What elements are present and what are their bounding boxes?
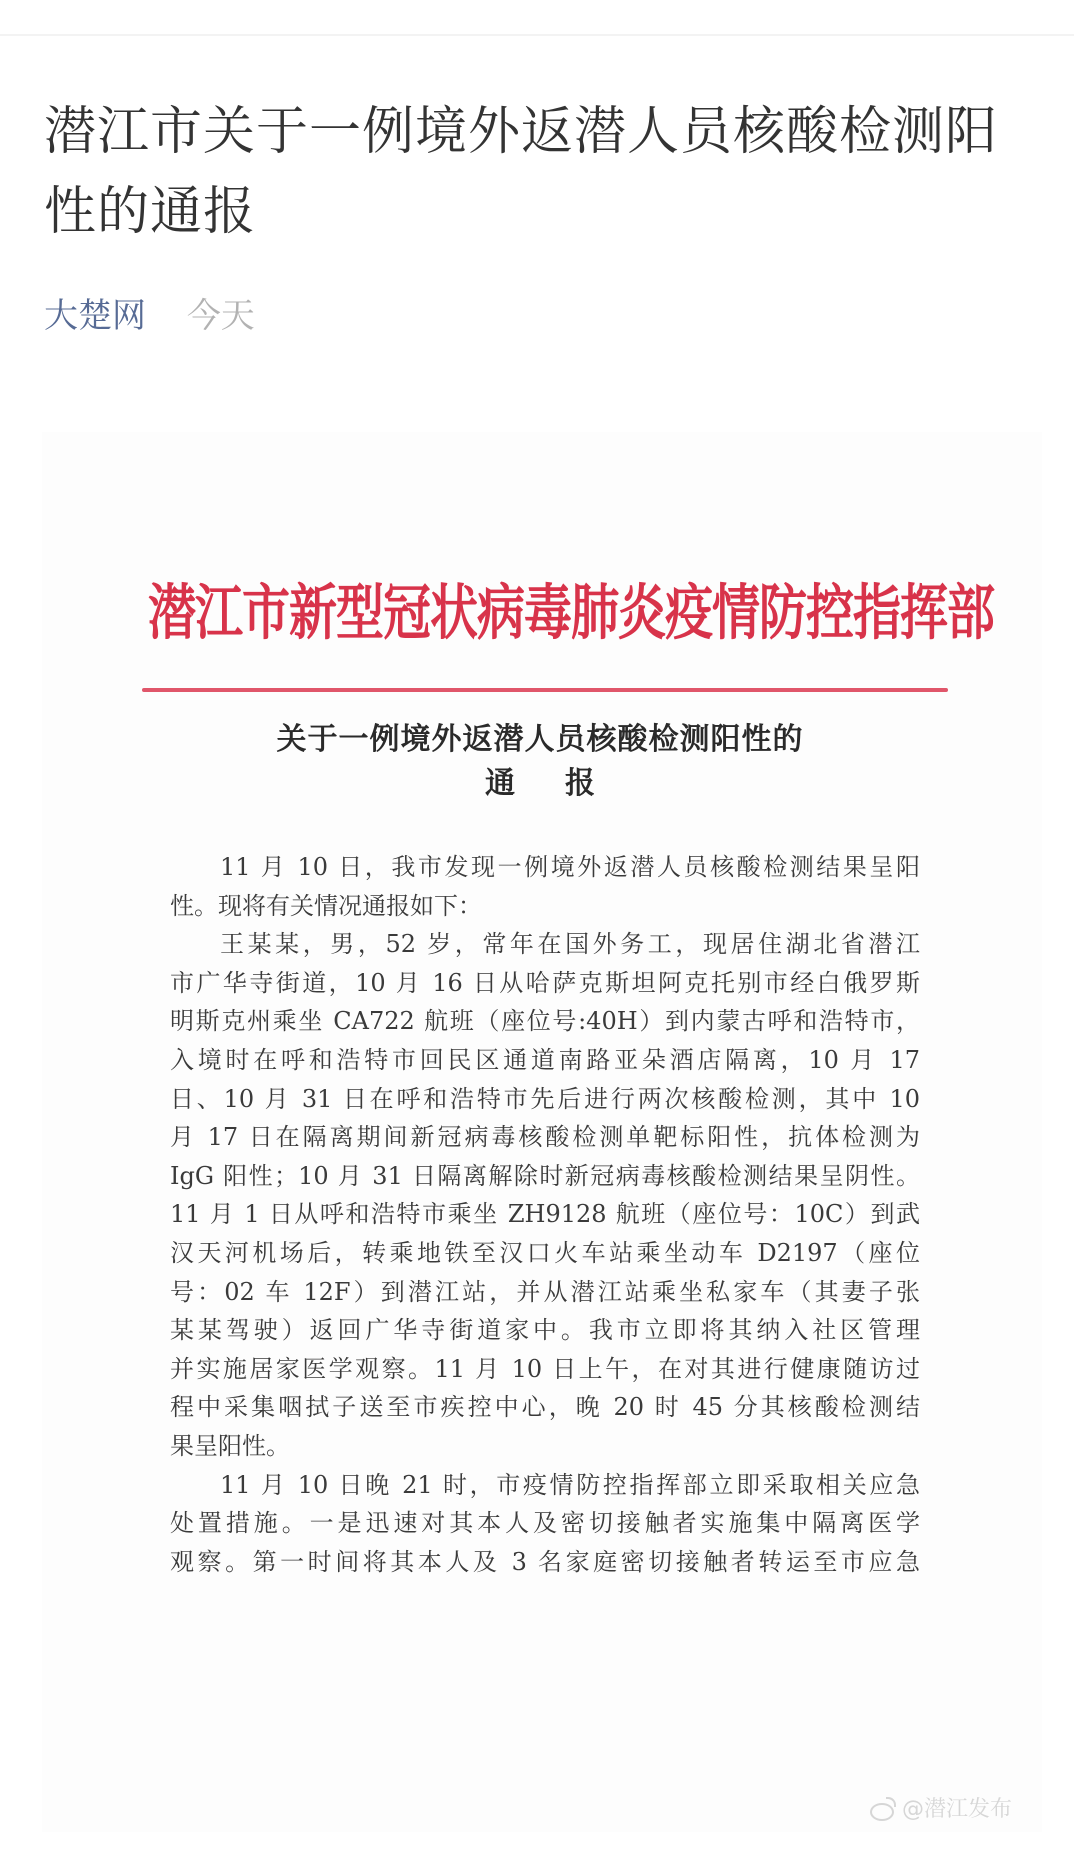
article-title: 潜江市关于一例境外返潜人员核酸检测阳性的通报: [44, 102, 999, 242]
source-link[interactable]: 大楚网: [44, 296, 146, 336]
body-line: 处置措施。一是迅速对其本人及密切接触者实施集中隔离医学: [170, 1509, 920, 1538]
body-line: 汉天河机场后，转乘地铁至汉口火车站乘坐动车 D2197（座位: [170, 1238, 920, 1267]
body-line: 号：02 车 12F）到潜江站，并从潜江站乘坐私家车（其妻子张: [170, 1277, 920, 1306]
article-meta: [44, 294, 255, 338]
watermark-text: @潜江发布: [902, 1797, 1013, 1822]
body-line: 观察。第一时间将其本人及 3 名家庭密切接触者转运至市应急: [170, 1547, 920, 1576]
top-divider: [0, 34, 1074, 36]
publish-date: 今天: [186, 296, 255, 336]
body-line: 并实施居家医学观察。11 月 10 日上午，在对其进行健康随访过: [170, 1354, 920, 1383]
body-line: 入境时在呼和浩特市回民区通道南路亚朵酒店隔离，10 月 17: [170, 1045, 920, 1074]
body-line: 11 月 10 日晚 21 时，市疫情防控指挥部立即采取相关应急: [220, 1470, 920, 1499]
body-line: 果呈阳性。: [170, 1431, 290, 1460]
body-line: IgG 阳性；10 月 31 日隔离解除时新冠病毒核酸检测结果呈阴性。: [170, 1161, 920, 1190]
body-line: 11 月 1 日从呼和浩特市乘坐 ZH9128 航班（座位号：10C）到武: [170, 1200, 920, 1229]
red-header-rule: [142, 688, 948, 692]
body-line: 某某驾驶）返回广华寺街道家中。我市立即将其纳入社区管理: [170, 1316, 920, 1345]
subtitle-line-2: 通报: [485, 766, 645, 801]
subtitle-line-1: 关于一例境外返潜人员核酸检测阳性的: [276, 722, 804, 757]
weibo-icon: [870, 1797, 896, 1819]
body-line: 王某某，男，52 岁，常年在国外务工，现居住湖北省潜江: [220, 930, 920, 959]
body-line: 性。现将有关情况通报如下：: [170, 891, 482, 920]
body-line: 日、10 月 31 日在呼和浩特市先后进行两次核酸检测，其中 10: [170, 1084, 920, 1113]
document-body: [170, 848, 920, 1581]
body-line: 月 17 日在隔离期间新冠病毒核酸检测单靶标阳性，抗体检测为: [170, 1123, 920, 1152]
body-line: 明斯克州乘坐 CA722 航班（座位号:40H）到内蒙古呼和浩特市，: [170, 1007, 920, 1036]
weibo-watermark: [870, 1792, 1012, 1823]
body-line: 11 月 10 日，我市发现一例境外返潜人员核酸检测结果呈阳: [220, 853, 920, 881]
body-line: 程中采集咽拭子送至市疾控中心，晚 20 时 45 分其核酸检测结: [170, 1393, 920, 1422]
document-issuer-header: 潜江市新型冠状病毒肺炎疫情防控指挥部: [148, 578, 995, 649]
body-line: 市广华寺街道，10 月 16 日从哈萨克斯坦阿克托别市经白俄罗斯: [170, 968, 920, 997]
document-subtitle: [160, 718, 920, 806]
